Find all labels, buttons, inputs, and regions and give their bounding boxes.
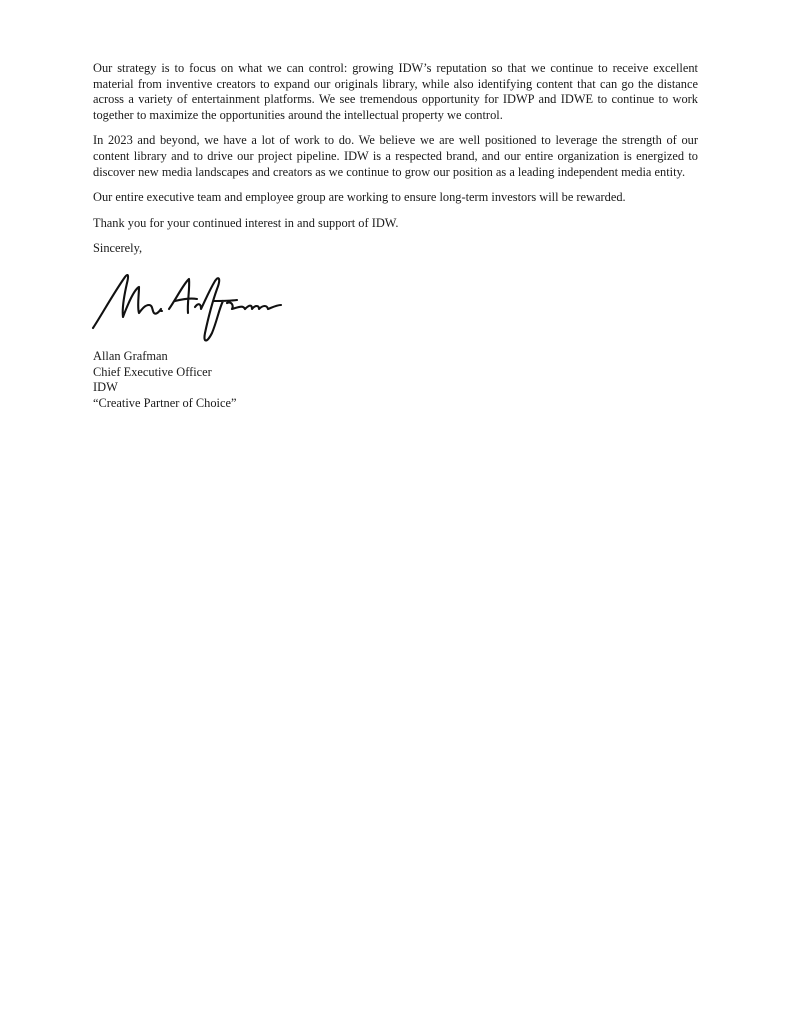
closing-salutation: Sincerely,: [93, 241, 143, 256]
paragraph-strategy: Our strategy is to focus on what we can control: growing IDW’s reputation so that we continue to receive excellent material from inventive creators to expand our originals library, while also identifying content that can go the distance across a variety of entertainment platforms. We see tremendous opportunity for IDWP and IDWE to continue to work together to maximize the opportunities around the intellectual property we control.: [93, 61, 698, 122]
signer-name: Allan Grafman: [93, 348, 168, 363]
letter-page: [93, 61, 698, 411]
signer-company: IDW: [93, 380, 118, 395]
signer-title: Chief Executive Officer: [93, 364, 212, 379]
paragraph-outlook: In 2023 and beyond, we have a lot of work to do. We believe we are well positioned to leverage the strength of our content library and to drive our project pipeline. IDW is a respected brand, and our entire organization is energized to discover new media landscapes and creators as we continue to grow our position as a leading independent media entity.: [93, 133, 698, 179]
paragraph-team: Our entire executive team and employee group are working to ensure long-term investors will be rewarded.: [93, 190, 626, 205]
paragraph-thanks: Thank you for your continued interest in and support of IDW.: [93, 215, 399, 230]
signer-tagline: “Creative Partner of Choice”: [93, 395, 237, 410]
handwritten-signature: [93, 261, 303, 347]
signer-block: [93, 349, 698, 411]
